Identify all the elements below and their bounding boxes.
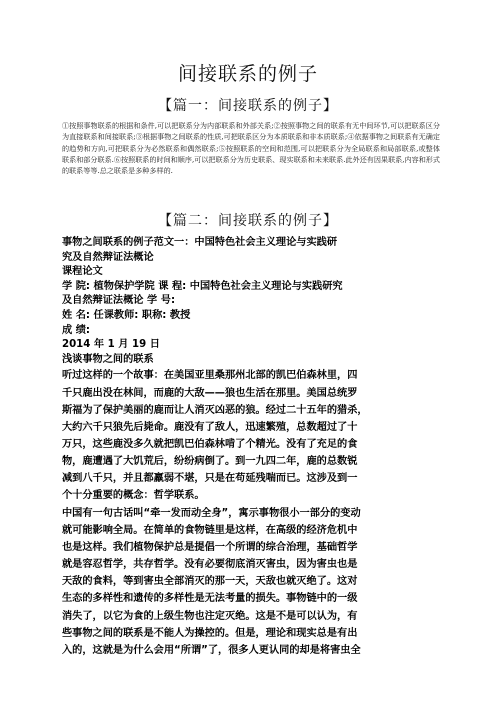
essay-title: 浅谈事物之间的联系 (62, 353, 154, 365)
text-line: 天敌的食料，等到害虫全部消灭的那一天，天敌也就灭绝了。这对 (62, 576, 358, 588)
section-2-body (62, 236, 438, 659)
text-line: 减到八千只，并且都羸弱不堪，只是在苟延残喘而已。这涉及到一 (62, 473, 358, 485)
meta-date: 2014 年 1 月 19 日 (62, 339, 160, 351)
essay-paragraph-2 (62, 505, 438, 659)
text-line: 就可能影响全局。在简单的食物链里是这样，在高级的经济危机中 (62, 524, 358, 536)
text-line: 斯福为了保护美丽的鹿而让人消灭凶恶的狼。经过二十五年的猎杀， (62, 404, 368, 416)
section-heading-2: 【篇二：间接联系的例子】 (158, 213, 338, 229)
meta-line: 学 院: 植物保护学院 课 程: 中国特色社会主义理论与实践研究 (62, 280, 343, 292)
text-line: 个十分重要的概念：哲学联系。 (62, 490, 205, 502)
text-line: 万只，这些鹿没多久就把凯巴伯森林啃了个精光。没有了充足的食 (62, 438, 358, 450)
section-heading-1: 【篇一：间接联系的例子】 (158, 98, 338, 114)
meta-line: 究及自然辩证法概论 (62, 251, 154, 263)
text-line: 入的，这就是为什么会用“所谓”了，很多人更认同的却是将害虫全 (62, 644, 361, 656)
text-line: 中国有一句古话叫“牵一发而动全身”，寓示事物很小一部分的变动 (62, 507, 361, 519)
text-line: 大约六千只狼先后毙命。鹿没有了敌人，迅速繁殖，总数超过了十 (62, 421, 358, 433)
meta-line: 事物之间联系的例子范文一：中国特色社会主义理论与实践研 (62, 237, 338, 248)
text-line: 消失了，以它为食的上级生物也注定灭绝。这是不是可以认为，有 (62, 610, 358, 622)
text-line: 听过这样的一个故事：在美国亚里桑那州北部的凯巴伯森林里，四 (62, 370, 358, 382)
page-title: 间接联系的例子 (177, 63, 318, 85)
text-line: 就是容忍哲学，共存哲学。没有必要彻底消灭害虫，因为害虫也是 (62, 559, 358, 571)
meta-line: 姓 名: 任课教师: 职称: 教授 (62, 309, 191, 321)
text-line: 些事物之间的联系是不能人为操控的。但是，理论和现实总是有出 (62, 627, 358, 639)
text-line: 生态的多样性和遗传的多样性是无法考量的损失。事物链中的一级 (62, 593, 358, 605)
text-line: 物，鹿遭遇了大饥荒后，纷纷病倒了。到一九四二年，鹿的总数锐 (62, 456, 358, 468)
section-1-text (62, 120, 440, 176)
meta-line: 及自然辩证法概论 学 号: (62, 295, 176, 307)
meta-line: 课程论文 (62, 266, 103, 278)
essay-paragraph-1 (62, 367, 438, 504)
text-line: 千只鹿出没在林间，而鹿的大敌——狼也生活在那里。美国总统罗 (62, 387, 358, 399)
text-line: 也是这样。我们植物保护总是提倡一个所谓的综合治理，基础哲学 (62, 541, 358, 553)
meta-line: 成 绩: (62, 324, 90, 336)
section-1-paragraph: ①按照事物联系的根据和条件,可以把联系分为内部联系和外部关系;②按照事物之间的联系有无中间环节,可以把联系区分为直接联系和间接联系;③根据事物之间联系的性质,可把联系区分为本质联系和非本质联系;④依据事物之间联系有无确定的趋势和方向,可把联系分为必然联系和偶然联系;⑤按照联系的空间和范围,可以把联系分为全局联系和局部联系,或整体联系和部分联系.⑥按照联系的时间和顺序,可以把联系分为历史联系、现实联系和未来联系.此外还有因果联系,内容和形式的联系等等.总之联系是多种多样的. (62, 121, 440, 176)
